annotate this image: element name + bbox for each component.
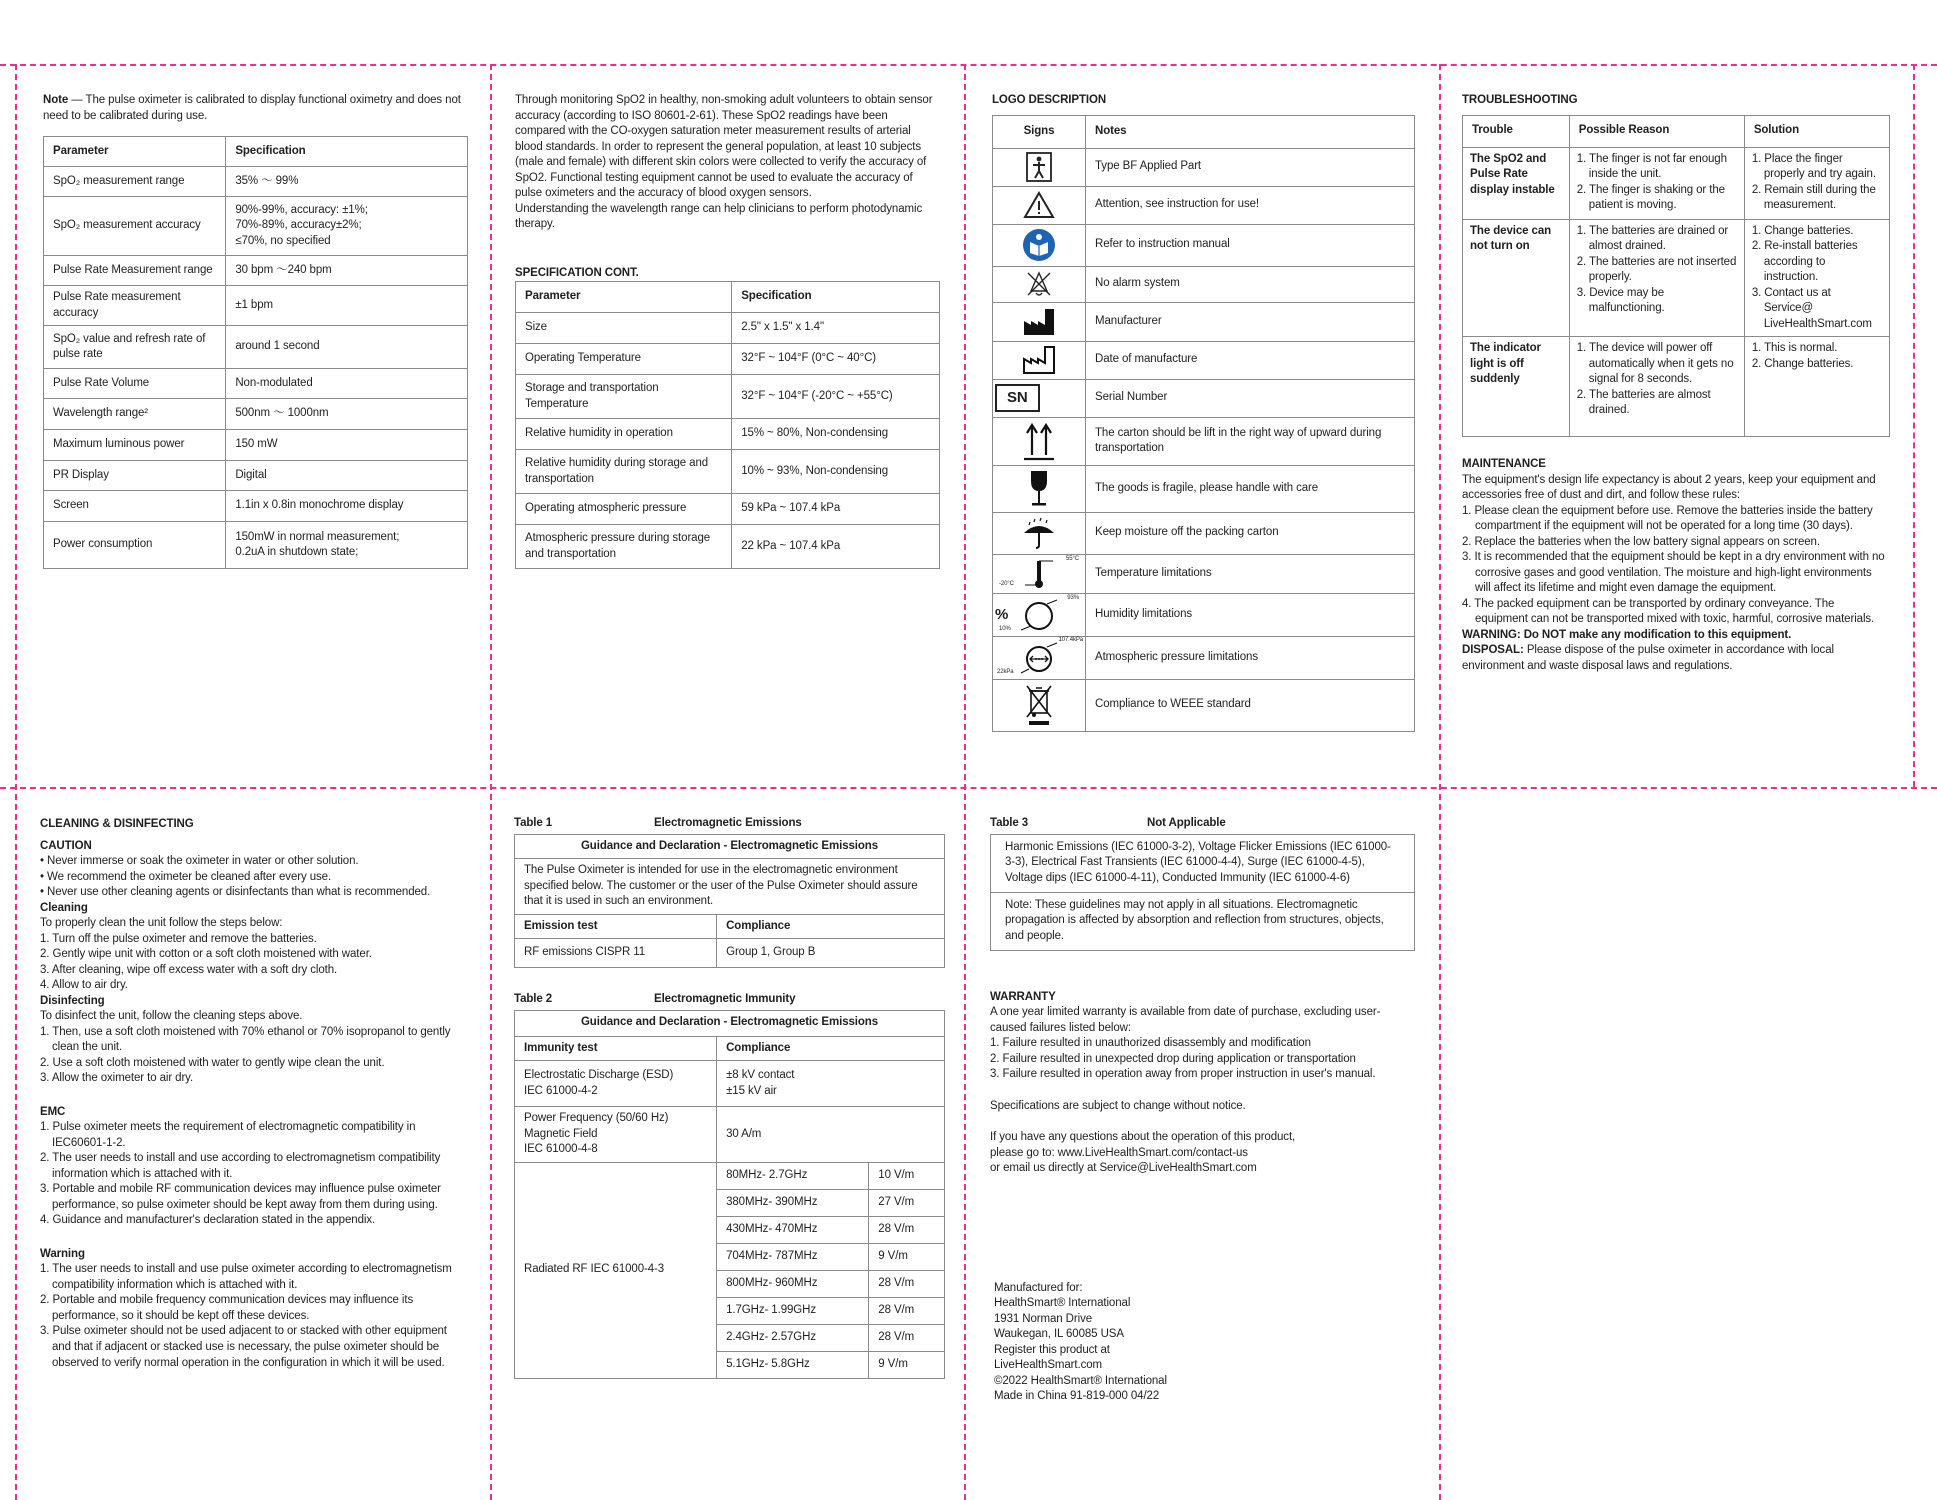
fold-line-top: [0, 64, 1937, 66]
fold-line-2: [964, 64, 966, 1500]
panel-warranty: [990, 816, 1415, 1405]
fragile-icon: [995, 469, 1083, 509]
manufacturer-address: Manufactured for: HealthSmart® International 1931 Norman Drive Waukegan, IL 60085 USA Register this product at LiveHealthSmart.com ©2022 HealthSmart® International Made in China 91-819-000 04/22: [994, 1281, 1167, 1403]
caution-item: • We recommend the oximeter be cleaned after every use.: [40, 870, 332, 883]
table2-immunity: [514, 1010, 945, 1379]
col-header-notes: Notes: [1086, 115, 1415, 148]
param-cell: Storage and transportation Temperature: [516, 375, 732, 419]
note-cell: The goods is fragile, please handle with care: [1086, 465, 1415, 512]
fold-line-left: [15, 64, 17, 1500]
table1-emissions: [514, 834, 945, 969]
serial-number-icon: SN: [995, 384, 1040, 412]
param-cell: SpO₂ value and refresh rate of pulse rate: [44, 326, 226, 369]
trouble-cell: The SpO2 and Pulse Rate display instable: [1463, 147, 1570, 219]
date-of-manufacture-icon: [995, 345, 1083, 375]
note-cell: Refer to instruction manual: [1086, 224, 1415, 266]
col-header-immunity-test: Immunity test: [515, 1036, 717, 1061]
maintenance-item: 3. It is recommended that the equipment should be kept in a dry environment with no corrosive gases and good ventilation. The moisture and high-light environments will affect its lifetime and might even damage the equipment.: [1462, 551, 1885, 595]
emission-test-cell: RF emissions CISPR 11: [515, 939, 717, 968]
disinfecting-title: Disinfecting: [40, 994, 105, 1007]
reason-cell: 1. The batteries are drained or almost drained. 2. The batteries are not inserted properly. 3. Device may be malfunctioning.: [1569, 219, 1744, 337]
spec-cell: 150 mW: [226, 430, 468, 461]
table1-guidance: Guidance and Declaration - Electromagnetic Emissions: [515, 834, 945, 859]
band-cell: 1.7GHz- 1.99GHz: [717, 1297, 869, 1324]
troubleshooting-title: TROUBLESHOOTING: [1462, 94, 1578, 106]
spec-cell: 35% ～ 99%: [226, 167, 468, 197]
emc-item: 2. The user needs to install and use according to electromagnetism compatibility information which is attached with it.: [40, 1152, 441, 1180]
warning-item: 3. Pulse oximeter should not be used adjacent to or stacked with other equipment and that if adjacent or stacked use is necessary, the pulse oximeter should be observed to verify normal operation in the configuration in which it will be used.: [40, 1325, 447, 1369]
panel-specification: [43, 93, 468, 569]
col-header-parameter: Parameter: [516, 282, 732, 313]
caution-item: • Never use other cleaning agents or disinfectants than what is recommended.: [40, 886, 431, 899]
panel-accuracy-spec-cont: [515, 93, 940, 569]
col-header-specification: Specification: [226, 137, 468, 167]
fold-line-right: [1913, 64, 1915, 787]
col-header-compliance: Compliance: [717, 1036, 945, 1061]
spec-change-notice: Specifications are subject to change without notice.: [990, 1099, 1246, 1112]
spec-cell: 2.5" x 1.5" x 1.4": [732, 313, 940, 344]
pressure-limit-icon: 107.4kPa 22kPa: [997, 636, 1083, 676]
disinfecting-intro: To disinfect the unit, follow the cleaning steps above.: [40, 1010, 303, 1023]
param-cell: SpO₂ measurement accuracy: [44, 197, 226, 256]
spec-cell: 150mW in normal measurement; 0.2uA in shutdown state;: [226, 522, 468, 569]
note-cell: Serial Number: [1086, 379, 1415, 417]
note-cell: Date of manufacture: [1086, 341, 1415, 379]
cleaning-disinfecting-title: CLEANING & DISINFECTING: [40, 818, 194, 830]
spec-cell: 30 bpm ～240 bpm: [226, 256, 468, 286]
param-cell: Operating Temperature: [516, 344, 732, 375]
note-cell: Compliance to WEEE standard: [1086, 679, 1415, 731]
cleaning-item: 4. Allow to air dry.: [40, 979, 128, 992]
spec-cell: 500nm ～ 1000nm: [226, 399, 468, 430]
note-cell: Type BF Applied Part: [1086, 148, 1415, 186]
col-header-compliance: Compliance: [717, 914, 945, 939]
temperature-limit-icon: 55°C -20°C: [999, 555, 1079, 588]
fold-line-3: [1439, 64, 1441, 1500]
param-cell: SpO₂ measurement range: [44, 167, 226, 197]
no-alarm-icon: [995, 269, 1083, 299]
panel-cleaning: [40, 817, 460, 1371]
immunity-test-cell: Electrostatic Discharge (ESD) IEC 61000-4-2: [515, 1061, 717, 1107]
immunity-test-cell: Power Frequency (50/60 Hz) Magnetic Field IEC 61000-4-8: [515, 1107, 717, 1163]
col-header-emission-test: Emission test: [515, 914, 717, 939]
manual-icon: [995, 228, 1083, 262]
weee-icon: [995, 683, 1083, 727]
param-cell: PR Display: [44, 461, 226, 491]
attention-icon: [995, 191, 1083, 219]
spec-cell: 32°F ~ 104°F (0°C ~ 40°C): [732, 344, 940, 375]
note-cell: Atmospheric pressure limitations: [1086, 636, 1415, 679]
caution-title: CAUTION: [40, 839, 92, 852]
keep-dry-icon: [995, 515, 1083, 551]
disinfecting-item: 1. Then, use a soft cloth moistened with 70% ethanol or 70% isopropanol to gently clean the unit.: [40, 1025, 451, 1054]
param-cell: Atmospheric pressure during storage and transportation: [516, 525, 732, 569]
level-cell: 28 V/m: [869, 1270, 945, 1297]
level-cell: 9 V/m: [869, 1243, 945, 1270]
panel-emc-tables: [514, 816, 945, 1379]
note-cell: Humidity limitations: [1086, 593, 1415, 636]
note-cell: Manufacturer: [1086, 302, 1415, 341]
cleaning-item: 2. Gently wipe unit with cotton or a soft cloth moistened with water.: [40, 948, 372, 961]
col-header-specification: Specification: [732, 282, 940, 313]
spec-cell: 32°F ~ 104°F (-20°C ~ +55°C): [732, 375, 940, 419]
this-way-up-icon: [995, 421, 1083, 461]
spec-cell: Digital: [226, 461, 468, 491]
table1-intro: The Pulse Oximeter is intended for use in the electromagnetic environment specified below. The customer or the user of the Pulse Oximeter should assure that it is used in such an environment.: [515, 859, 945, 915]
warranty-title: WARRANTY: [990, 990, 1056, 1003]
spec-cell: 15% ~ 80%, Non-condensing: [732, 419, 940, 450]
spec-cont-table: [515, 281, 940, 569]
spec-cell: 10% ~ 93%, Non-condensing: [732, 450, 940, 494]
solution-cell: 1. Place the finger properly and try again. 2. Remain still during the measurement.: [1744, 147, 1889, 219]
humidity-limit-icon: % 93% 10%: [995, 594, 1079, 633]
table2-title: Table 2 Electromagnetic Immunity: [514, 993, 796, 1006]
level-cell: 27 V/m: [869, 1189, 945, 1216]
wavelength-paragraph: Understanding the wavelength range can help clinicians to perform photodynamic therapy.: [515, 202, 923, 231]
type-bf-icon: [995, 152, 1083, 182]
band-cell: 380MHz- 390MHz: [717, 1189, 869, 1216]
band-cell: 5.1GHz- 5.8GHz: [717, 1351, 869, 1378]
compliance-cell: ±8 kV contact ±15 kV air: [717, 1061, 945, 1107]
spec-cell: 59 kPa ~ 107.4 kPa: [732, 494, 940, 525]
table3-title: Table 3 Not Applicable: [990, 817, 1226, 829]
solution-cell: 1. This is normal. 2. Change batteries.: [1744, 337, 1889, 437]
emc-item: 1. Pulse oximeter meets the requirement of electromagnetic compatibility in IEC60601-1-2.: [40, 1121, 416, 1149]
col-header-parameter: Parameter: [44, 137, 226, 167]
param-cell: Size: [516, 313, 732, 344]
note-cell: Temperature limitations: [1086, 554, 1415, 593]
reason-cell: 1. The device will power off automatically when it gets no signal for 8 seconds. 2. The batteries are almost drained.: [1569, 337, 1744, 437]
band-cell: 430MHz- 470MHz: [717, 1216, 869, 1243]
level-cell: 28 V/m: [869, 1297, 945, 1324]
cleaning-item: 3. After cleaning, wipe off excess water with a soft dry cloth.: [40, 963, 338, 976]
solution-cell: 1. Change batteries. 2. Re-install batteries according to instruction. 3. Contact us at Service@ LiveHealthSmart.com: [1744, 219, 1889, 337]
maintenance-intro: The equipment's design life expectancy is about 2 years, keep your equipment and accessories free of dust and dirt, and follow these rules:: [1462, 473, 1876, 502]
col-header-signs: Signs: [993, 115, 1086, 148]
col-header-solution: Solution: [1744, 115, 1889, 147]
param-cell: Operating atmospheric pressure: [516, 494, 732, 525]
param-cell: Pulse Rate Volume: [44, 369, 226, 399]
troubleshooting-table: [1462, 115, 1890, 438]
col-header-reason: Possible Reason: [1569, 115, 1744, 147]
warning-title: Warning: [40, 1247, 85, 1260]
table3-standards: Harmonic Emissions (IEC 61000-3-2), Voltage Flicker Emissions (IEC 61000-3-3), Electrical Fast Transients (IEC 61000-4-4), Surge (IEC 61000-4-5), Voltage dips (IEC 61000-4-11), Conducted Immunity (IEC 61000-4-6): [991, 834, 1415, 892]
band-cell: 80MHz- 2.7GHz: [717, 1162, 869, 1189]
accuracy-paragraph: Through monitoring SpO2 in healthy, non-smoking adult volunteers to obtain sensor accuracy (according to ISO 80601-2-61). These SpO2 readings have been compared with the CO-oxygen saturation meter measurement results of arterial blood standards. In order to represent the general population, at least 10 subjects (male and female) with different skin colors were collected to verify the accuracy of SpO2. Functional testing equipment cannot be used to evaluate the accuracy of pulse oximeters and the accuracy of blood oxygen sensors.: [515, 94, 933, 200]
param-cell: Maximum luminous power: [44, 430, 226, 461]
manufacturer-icon: [995, 307, 1083, 337]
note-cell: Attention, see instruction for use!: [1086, 186, 1415, 224]
emc-item: 3. Portable and mobile RF communication devices may influence pulse oximeter performance, so pulse oximeter should be kept away from them during using.: [40, 1183, 441, 1211]
disinfecting-item: 3. Allow the oximeter to air dry.: [40, 1072, 194, 1085]
table1-title: Table 1 Electromagnetic Emissions: [514, 817, 802, 829]
param-cell: Relative humidity in operation: [516, 419, 732, 450]
contact-block: If you have any questions about the operation of this product, please go to: www.LiveHealthSmart.com/contact-us or email us directly at Service@LiveHealthSmart.com: [990, 1131, 1296, 1175]
col-header-trouble: Trouble: [1463, 115, 1570, 147]
spec-cell: 22 kPa ~ 107.4 kPa: [732, 525, 940, 569]
level-cell: 10 V/m: [869, 1162, 945, 1189]
spec-cell: ±1 bpm: [226, 286, 468, 326]
note-cell: No alarm system: [1086, 266, 1415, 302]
trouble-cell: The device can not turn on: [1463, 219, 1570, 337]
maintenance-item: 4. The packed equipment can be transported by ordinary conveyance. The equipment can not be transported mixed with toxic, harmful, corrosive materials.: [1462, 597, 1875, 626]
spec-cell: around 1 second: [226, 326, 468, 369]
table3-not-applicable: [990, 834, 1415, 951]
note-cell: The carton should be lift in the right way of upward during transportation: [1086, 417, 1415, 465]
logo-table: [992, 115, 1415, 732]
cleaning-intro: To properly clean the unit follow the steps below:: [40, 917, 283, 930]
warranty-item: 2. Failure resulted in unexpected drop during application or transportation: [990, 1052, 1356, 1065]
band-cell: 2.4GHz- 2.57GHz: [717, 1324, 869, 1351]
table3-note: Note: These guidelines may not apply in all situations. Electromagnetic propagation is affected by absorption and reflection from structures, objects, and people.: [991, 892, 1415, 950]
warning-item: 1. The user needs to install and use pulse oximeter according to electromagnetism compatibility information which is attached with it.: [40, 1263, 452, 1291]
emc-item: 4. Guidance and manufacturer's declaration stated in the appendix.: [40, 1214, 376, 1227]
radiated-rf-cell: Radiated RF IEC 61000-4-3: [515, 1162, 717, 1378]
param-cell: Relative humidity during storage and transportation: [516, 450, 732, 494]
param-cell: Wavelength range²: [44, 399, 226, 430]
warranty-item: 3. Failure resulted in operation away from proper instruction in user's manual.: [990, 1068, 1376, 1081]
reason-cell: 1. The finger is not far enough inside the unit. 2. The finger is shaking or the patient is moving.: [1569, 147, 1744, 219]
param-cell: Power consumption: [44, 522, 226, 569]
level-cell: 9 V/m: [869, 1351, 945, 1378]
cleaning-item: 1. Turn off the pulse oximeter and remove the batteries.: [40, 932, 317, 945]
spec-cont-title: SPECIFICATION CONT.: [515, 266, 639, 279]
calibration-note: Note — The pulse oximeter is calibrated to display functional oximetry and does not need to be calibrated during use.: [43, 94, 461, 122]
param-cell: Pulse Rate measurement accuracy: [44, 286, 226, 326]
fold-line-1: [490, 64, 492, 1500]
cleaning-title: Cleaning: [40, 901, 88, 914]
warning-item: 2. Portable and mobile frequency communication devices may influence its performance, so it should be kept off these devices.: [40, 1294, 414, 1322]
level-cell: 28 V/m: [869, 1324, 945, 1351]
disposal-text: DISPOSAL: Please dispose of the pulse oximeter in accordance with local environment and waste disposal laws and regulations.: [1462, 644, 1834, 672]
warranty-intro: A one year limited warranty is available from date of purchase, excluding user-caused failures listed below:: [990, 1006, 1381, 1034]
emc-title: EMC: [40, 1105, 66, 1118]
maintenance-title: MAINTENANCE: [1462, 458, 1546, 471]
spec-cell: Non-modulated: [226, 369, 468, 399]
maintenance-item: 2. Replace the batteries when the low battery signal appears on screen.: [1462, 535, 1820, 548]
compliance-cell: 30 A/m: [717, 1107, 945, 1163]
trouble-cell: The indicator light is off suddenly: [1463, 337, 1570, 437]
modification-warning: WARNING: Do NOT make any modification to this equipment.: [1462, 628, 1792, 641]
note-cell: Keep moisture off the packing carton: [1086, 512, 1415, 554]
compliance-cell: Group 1, Group B: [717, 939, 945, 968]
logo-description-title: LOGO DESCRIPTION: [992, 94, 1107, 106]
param-cell: Screen: [44, 491, 226, 522]
panel-logo-description: [992, 93, 1415, 732]
caution-item: • Never immerse or soak the oximeter in water or other solution.: [40, 855, 359, 868]
spec-cell: 90%-99%, accuracy: ±1%; 70%-89%, accuracy±2%; ≤70%, no specified: [226, 197, 468, 256]
panel-troubleshooting: [1462, 93, 1890, 674]
fold-line-middle: [0, 787, 1937, 789]
table2-guidance: Guidance and Declaration - Electromagnetic Emissions: [515, 1010, 945, 1036]
band-cell: 704MHz- 787MHz: [717, 1243, 869, 1270]
spec-cell: 1.1in x 0.8in monochrome display: [226, 491, 468, 522]
specification-table: [43, 136, 468, 569]
disinfecting-item: 2. Use a soft cloth moistened with water to gently wipe clean the unit.: [40, 1056, 385, 1069]
band-cell: 800MHz- 960MHz: [717, 1270, 869, 1297]
level-cell: 28 V/m: [869, 1216, 945, 1243]
maintenance-item: 1. Please clean the equipment before use. Remove the batteries inside the battery compartment if the equipment will not be operated for a long time (30 days).: [1462, 504, 1873, 533]
warranty-item: 1. Failure resulted in unauthorized disassembly and modification: [990, 1037, 1311, 1050]
param-cell: Pulse Rate Measurement range: [44, 256, 226, 286]
